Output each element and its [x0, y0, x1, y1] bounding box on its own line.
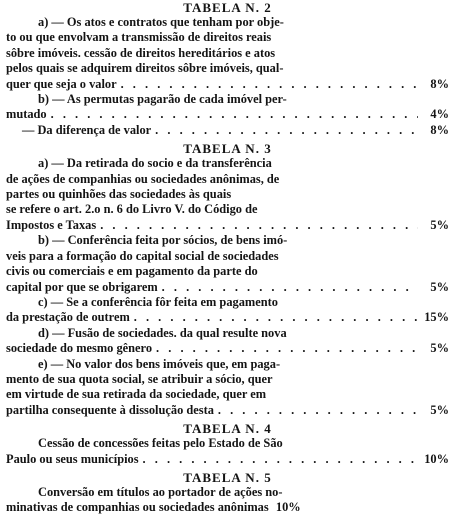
- tabela-5-item: [6, 485, 449, 516]
- rate-value: 8%: [430, 76, 449, 91]
- text-line: Paulo ou seus municípios: [6, 451, 139, 466]
- text-line: veis para a formação do capital social de sociedades: [6, 248, 279, 263]
- rate-value: 5%: [430, 341, 449, 356]
- tabela-3-item-c: [6, 295, 449, 326]
- tabela-3-title: TABELA N. 3: [183, 141, 272, 157]
- rate-value: 8%: [430, 122, 449, 137]
- tabela-3-item-b: [6, 233, 449, 295]
- tabela-4-item: [6, 436, 449, 467]
- rate-line: [6, 452, 449, 467]
- text-line: mento de sua quota social, se atribuir a sócio, quer: [6, 371, 273, 386]
- rate-line: [6, 107, 449, 122]
- tabela-4-title: TABELA N. 4: [183, 421, 272, 437]
- rate-line: [6, 341, 449, 356]
- rate-line: [6, 77, 449, 92]
- leader-dots: [143, 452, 418, 467]
- text-line: partes ou quinhões das sociedades às quais: [6, 187, 232, 202]
- rate-line: [6, 310, 449, 325]
- text-line: Conversão em títulos ao portador de ações no-: [38, 484, 283, 499]
- text-line: capital por que se obrigarem: [6, 279, 158, 294]
- rate-line: [6, 218, 449, 233]
- text-line: b) — As permutas pagarão de cada imóvel per-: [38, 92, 287, 107]
- leader-dots: [155, 123, 418, 138]
- text-line: to ou que envolvam a transmissão de direitos reais: [6, 30, 272, 45]
- tabela-2-item-a: [6, 15, 449, 92]
- leader-dots: [100, 218, 418, 233]
- text-line: e) — No valor dos bens imóveis que, em paga-: [38, 356, 281, 371]
- leader-dots: [218, 403, 418, 418]
- text-line: da prestação de outrem: [6, 310, 130, 325]
- text-line: se refere o art. 2.o n. 6 do Livro V. do Código de: [6, 202, 258, 217]
- text-line: c) — Se a conferência fôr feita em pagamento: [38, 294, 278, 309]
- text-line: d) — Fusão de sociedades. da qual resulte nova: [38, 325, 287, 340]
- text-line: sôbre imóveis. cessão de direitos hereditários e atos: [6, 45, 276, 60]
- text-line: a) — Da retirada do socio e da transferência: [38, 156, 272, 171]
- text-line: pelos quais se adquirem direitos sôbre imóveis, qual-: [6, 61, 284, 76]
- rate-value: 5%: [430, 217, 449, 232]
- leader-dots: [156, 341, 418, 356]
- tabela-2-title: TABELA N. 2: [183, 0, 272, 15]
- text-line: — Da diferença de valor: [22, 122, 152, 137]
- rate-line: [6, 280, 449, 295]
- text-line: sociedade do mesmo gênero: [6, 341, 153, 356]
- tabela-2-item-b: [6, 92, 449, 138]
- text-line: de ações de companhias ou sociedades anônimas, de: [6, 171, 280, 186]
- leader-dots: [51, 107, 418, 122]
- rate-line: [6, 403, 449, 418]
- text-line: em virtude de sua retirada da sociedade, quer em: [6, 387, 267, 402]
- rate-value: 5%: [430, 279, 449, 294]
- text-line: Cessão de concessões feitas pelo Estado de São: [38, 436, 283, 451]
- tabela-3-item-d: [6, 326, 449, 357]
- text-line: Impostos e Taxas: [6, 217, 97, 232]
- text-line: mutado: [6, 107, 47, 122]
- rate-value: 10%: [275, 500, 301, 515]
- tabela-3-item-a: [6, 156, 449, 233]
- text-line: minativas de companhias ou sociedades anônimas: [6, 500, 269, 515]
- text-line: a) — Os atos e contratos que tenham por obje-: [38, 15, 284, 29]
- rate-value: 4%: [430, 107, 449, 122]
- rate-value: 15%: [424, 310, 449, 325]
- text-line: civis ou comerciais e em pagamento da parte do: [6, 264, 258, 279]
- rate-line: [6, 123, 449, 138]
- rate-line: [6, 500, 449, 515]
- text-line: partilha consequente à dissolução desta: [6, 402, 214, 417]
- leader-dots: [162, 280, 418, 295]
- leader-dots: [134, 310, 418, 325]
- text-line: quer que seja o valor: [6, 76, 117, 91]
- rate-value: 10%: [424, 451, 449, 466]
- tabela-5-title: TABELA N. 5: [183, 469, 272, 485]
- rate-value: 5%: [430, 402, 449, 417]
- tabela-3-item-e: [6, 357, 449, 419]
- text-line: b) — Conferência feita por sócios, de bens imó-: [38, 233, 288, 248]
- leader-dots: [121, 77, 418, 92]
